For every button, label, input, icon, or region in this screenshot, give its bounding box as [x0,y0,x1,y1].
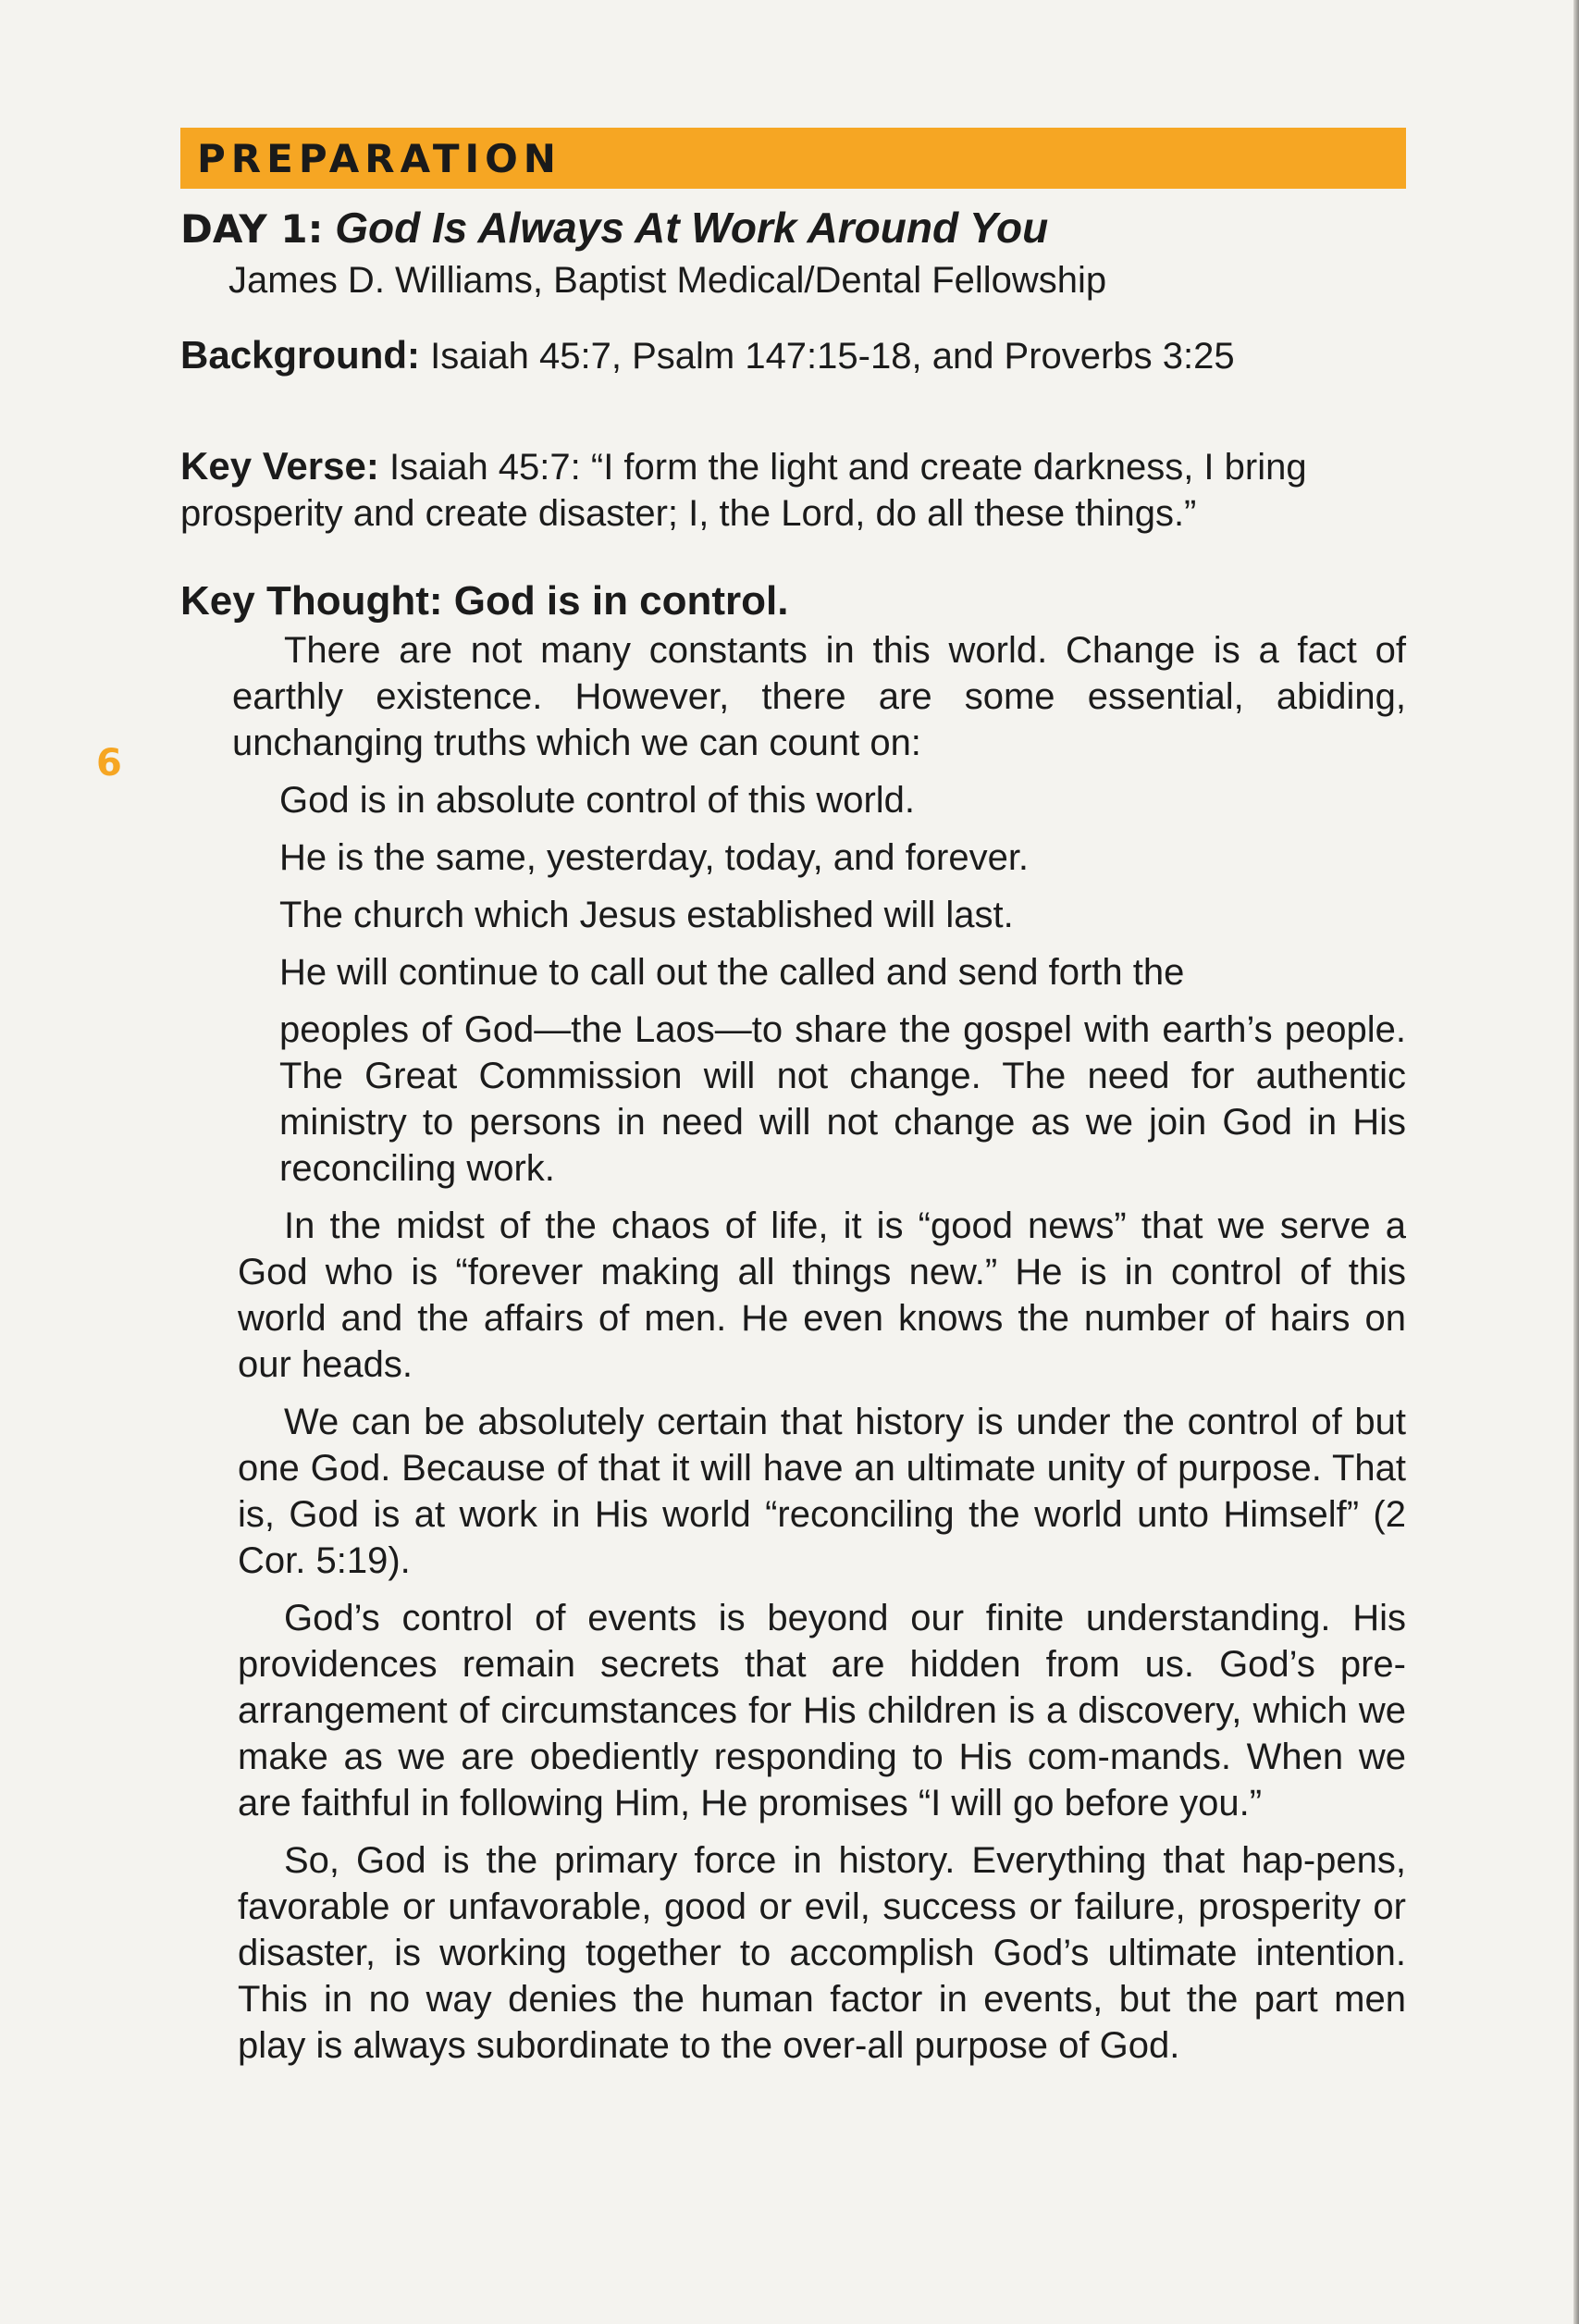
background-label: Background: [180,333,421,377]
day-title: God Is Always At Work Around You [335,204,1049,252]
key-verse-label: Key Verse: [180,444,379,488]
section-heading: PREPARATION [197,135,561,181]
key-thought: Key Thought: God is in control. [180,578,789,624]
section-heading-bar [180,128,1406,189]
body-paragraph: God’s control of events is beyond our finite understanding. His providences remain secrets that are hidden from us. God’s pre-arrangement of circumstances for His children is a discovery, which we make as we are obediently responding to His com-mands. When we are faithful in following Him, He promises “I will go before you.” [238,1598,1406,1823]
truth-item: He will continue to call out the called and send forth the [279,952,1185,993]
body-paragraph: In the midst of the chaos of life, it is “good news” that we serve a God who is “forever making all things new.” He is in control of this world and the affairs of men. He even knows the number of hairs on our heads. [238,1205,1406,1385]
key-verse [180,443,1406,537]
author-line: James D. Williams, Baptist Medical/Dental Fellowship [228,260,1107,301]
key-verse-text: Isaiah 45:7: “I form the light and create darkness, I bring prosperity and create disaster; I, the Lord, do all these things.” [180,447,1307,534]
body-paragraph: So, God is the primary force in history. Everything that hap-pens, favorable or unfavorable, good or evil, success or failure, prosperity or disaster, is working together to accomplish God’s ultimate intention. This in no way denies the human factor in events, but the part men play is always subordinate to the over-all purpose of God. [238,1840,1406,2066]
body-paragraph: We can be absolutely certain that history is under the control of but one God. Because of that it will have an ultimate unity of purpose. That is, God is at work in His world “reconciling the world unto Himself” (2 Cor. 5:19). [238,1402,1406,1581]
day-heading [180,200,1406,257]
truth-item: He is the same, yesterday, today, and forever. [279,837,1030,878]
page-edge [1573,0,1579,2324]
truth-item-continued: peoples of God—the Laos—to share the gospel with earth’s people. The Great Commission will not change. The need for authentic ministry to persons in need will not change as we join God in His reconciling work. [279,1009,1406,1189]
truth-item: God is in absolute control of this world. [279,780,916,821]
page-number: 6 [96,742,122,785]
day-label: DAY 1: [180,206,324,252]
background-line [180,331,1406,380]
background-text: Isaiah 45:7, Psalm 147:15-18, and Proverbs 3:25 [430,336,1235,377]
intro-paragraph: There are not many constants in this world. Change is a fact of earthly existence. However, there are some essential, abiding, unchanging truths which we can count on: [232,630,1406,763]
page-content [180,128,1406,2069]
truth-item: The church which Jesus established will last. [279,895,1014,935]
